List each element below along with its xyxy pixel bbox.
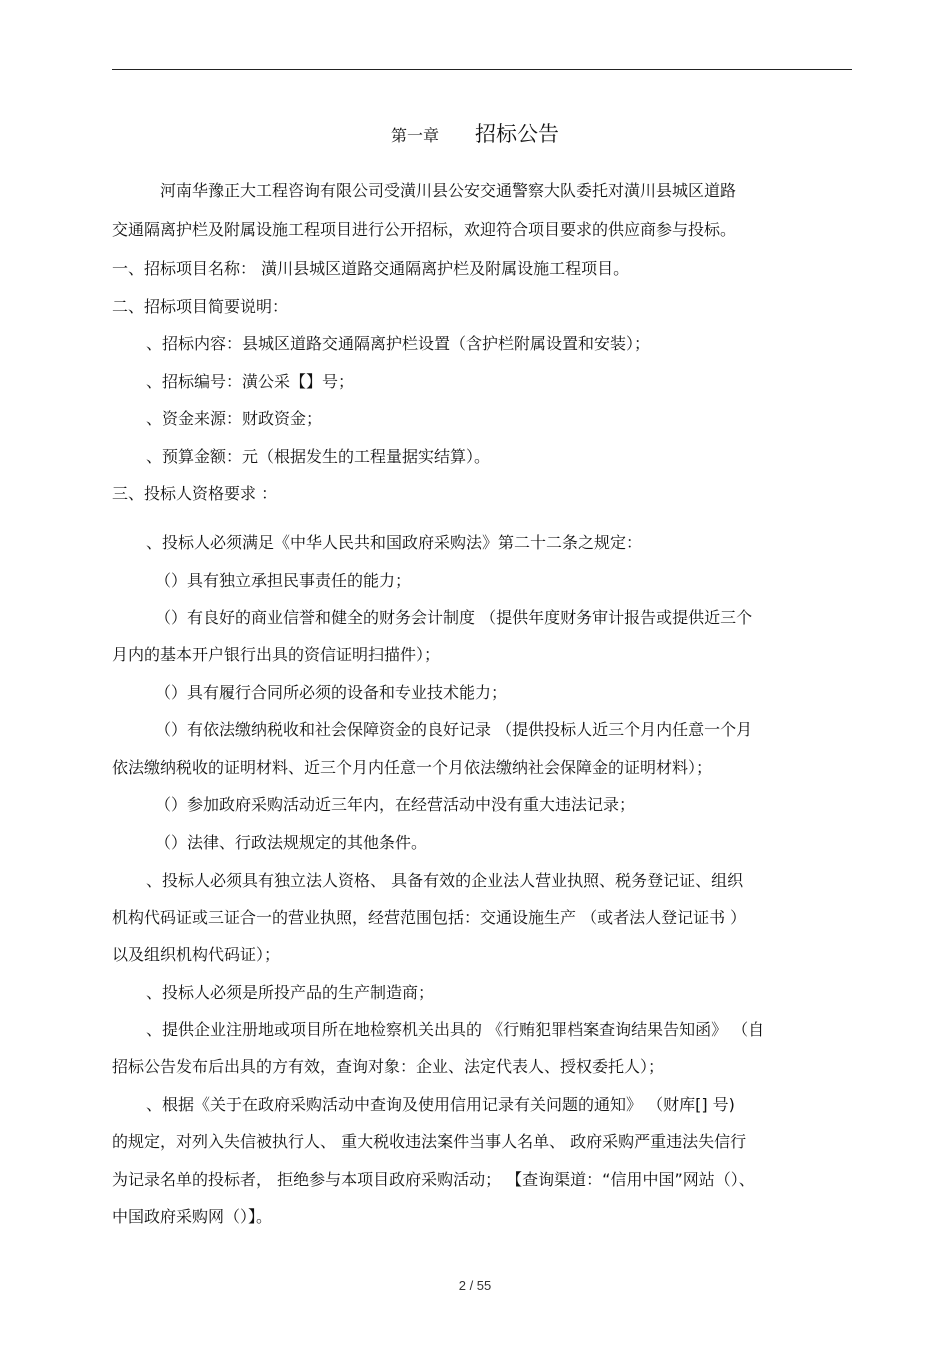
- text-line: 交通隔离护栏及附属设施工程项目进行公开招标，欢迎符合项目要求的供应商参与投标。: [112, 220, 737, 239]
- text-line: 为记录名单的投标者， 拒绝参与本项目政府采购活动； 【查询渠道：“信用中国”网站（）、: [112, 1170, 755, 1189]
- text-line: 一、招标项目名称： 潢川县城区道路交通隔离护栏及附属设施工程项目。: [112, 259, 630, 278]
- chapter-title: [0, 118, 950, 148]
- text-line: （）具有履行合同所必须的设备和专业技术能力；: [155, 683, 508, 702]
- text-line: 、提供企业注册地或项目所在地检察机关出具的 《行贿犯罪档案查询结果告知函》 （自: [146, 1020, 765, 1039]
- text-line: 、投标人必须具有独立法人资格、 具备有效的企业法人营业执照、税务登记证、组织: [146, 871, 744, 890]
- text-line: 二、招标项目简要说明：: [112, 297, 289, 316]
- text-line: 中国政府采购网（）】。: [112, 1207, 273, 1226]
- text-line: 招标公告发布后出具的方有效，查询对象：企业、法定代表人、授权委托人）；: [112, 1057, 665, 1076]
- text-line: 、招标内容：县城区道路交通隔离护栏设置（含护栏附属设置和安装）；: [146, 334, 651, 353]
- text-line: 、根据《关于在政府采购活动中查询及使用信用记录有关问题的通知》 （财库[] 号): [146, 1095, 735, 1114]
- text-line: 、招标编号：潢公采【】号；: [146, 372, 355, 391]
- text-line: （）有依法缴纳税收和社会保障资金的良好记录 （提供投标人近三个月内任意一个月: [155, 720, 753, 739]
- text-line: 河南华豫正大工程咨询有限公司受潢川县公安交通警察大队委托对潢川县城区道路: [160, 181, 737, 200]
- chapter-heading: 招标公告: [475, 122, 559, 146]
- header-rule: [112, 69, 852, 70]
- text-line: 依法缴纳税收的证明材料、近三个月内任意一个月依法缴纳社会保障金的证明材料）；: [112, 758, 713, 777]
- text-line: 三、投标人资格要求 ：: [112, 484, 278, 503]
- text-line: 、投标人必须满足《中华人民共和国政府采购法》第二十二条之规定：: [146, 533, 643, 552]
- text-line: 以及组织机构代码证）；: [112, 945, 281, 964]
- text-line: 、资金来源：财政资金；: [146, 409, 323, 428]
- chapter-number: 第一章: [390, 126, 439, 145]
- text-line: （）有良好的商业信誉和健全的财务会计制度 （提供年度财务审计报告或提供近三个: [155, 608, 753, 627]
- text-line: 、投标人必须是所投产品的生产制造商；: [146, 983, 435, 1002]
- text-line: 的规定，对列入失信被执行人、 重大税收违法案件当事人名单、 政府采购严重违法失信行: [112, 1132, 747, 1151]
- page-number: 2 / 55: [458, 1278, 492, 1293]
- text-line: （）法律、行政法规规定的其他条件。: [155, 833, 428, 852]
- text-line: 月内的基本开户银行出具的资信证明扫描件）；: [112, 645, 441, 664]
- text-line: （）具有独立承担民事责任的能力；: [155, 571, 412, 590]
- text-line: 、预算金额：元（根据发生的工程量据实结算）。: [146, 447, 491, 466]
- text-line: （）参加政府采购活动近三年内，在经营活动中没有重大违法记录；: [155, 795, 636, 814]
- text-line: 机构代码证或三证合一的营业执照，经营范围包括：交通设施生产 （或者法人登记证书 ）: [112, 908, 747, 927]
